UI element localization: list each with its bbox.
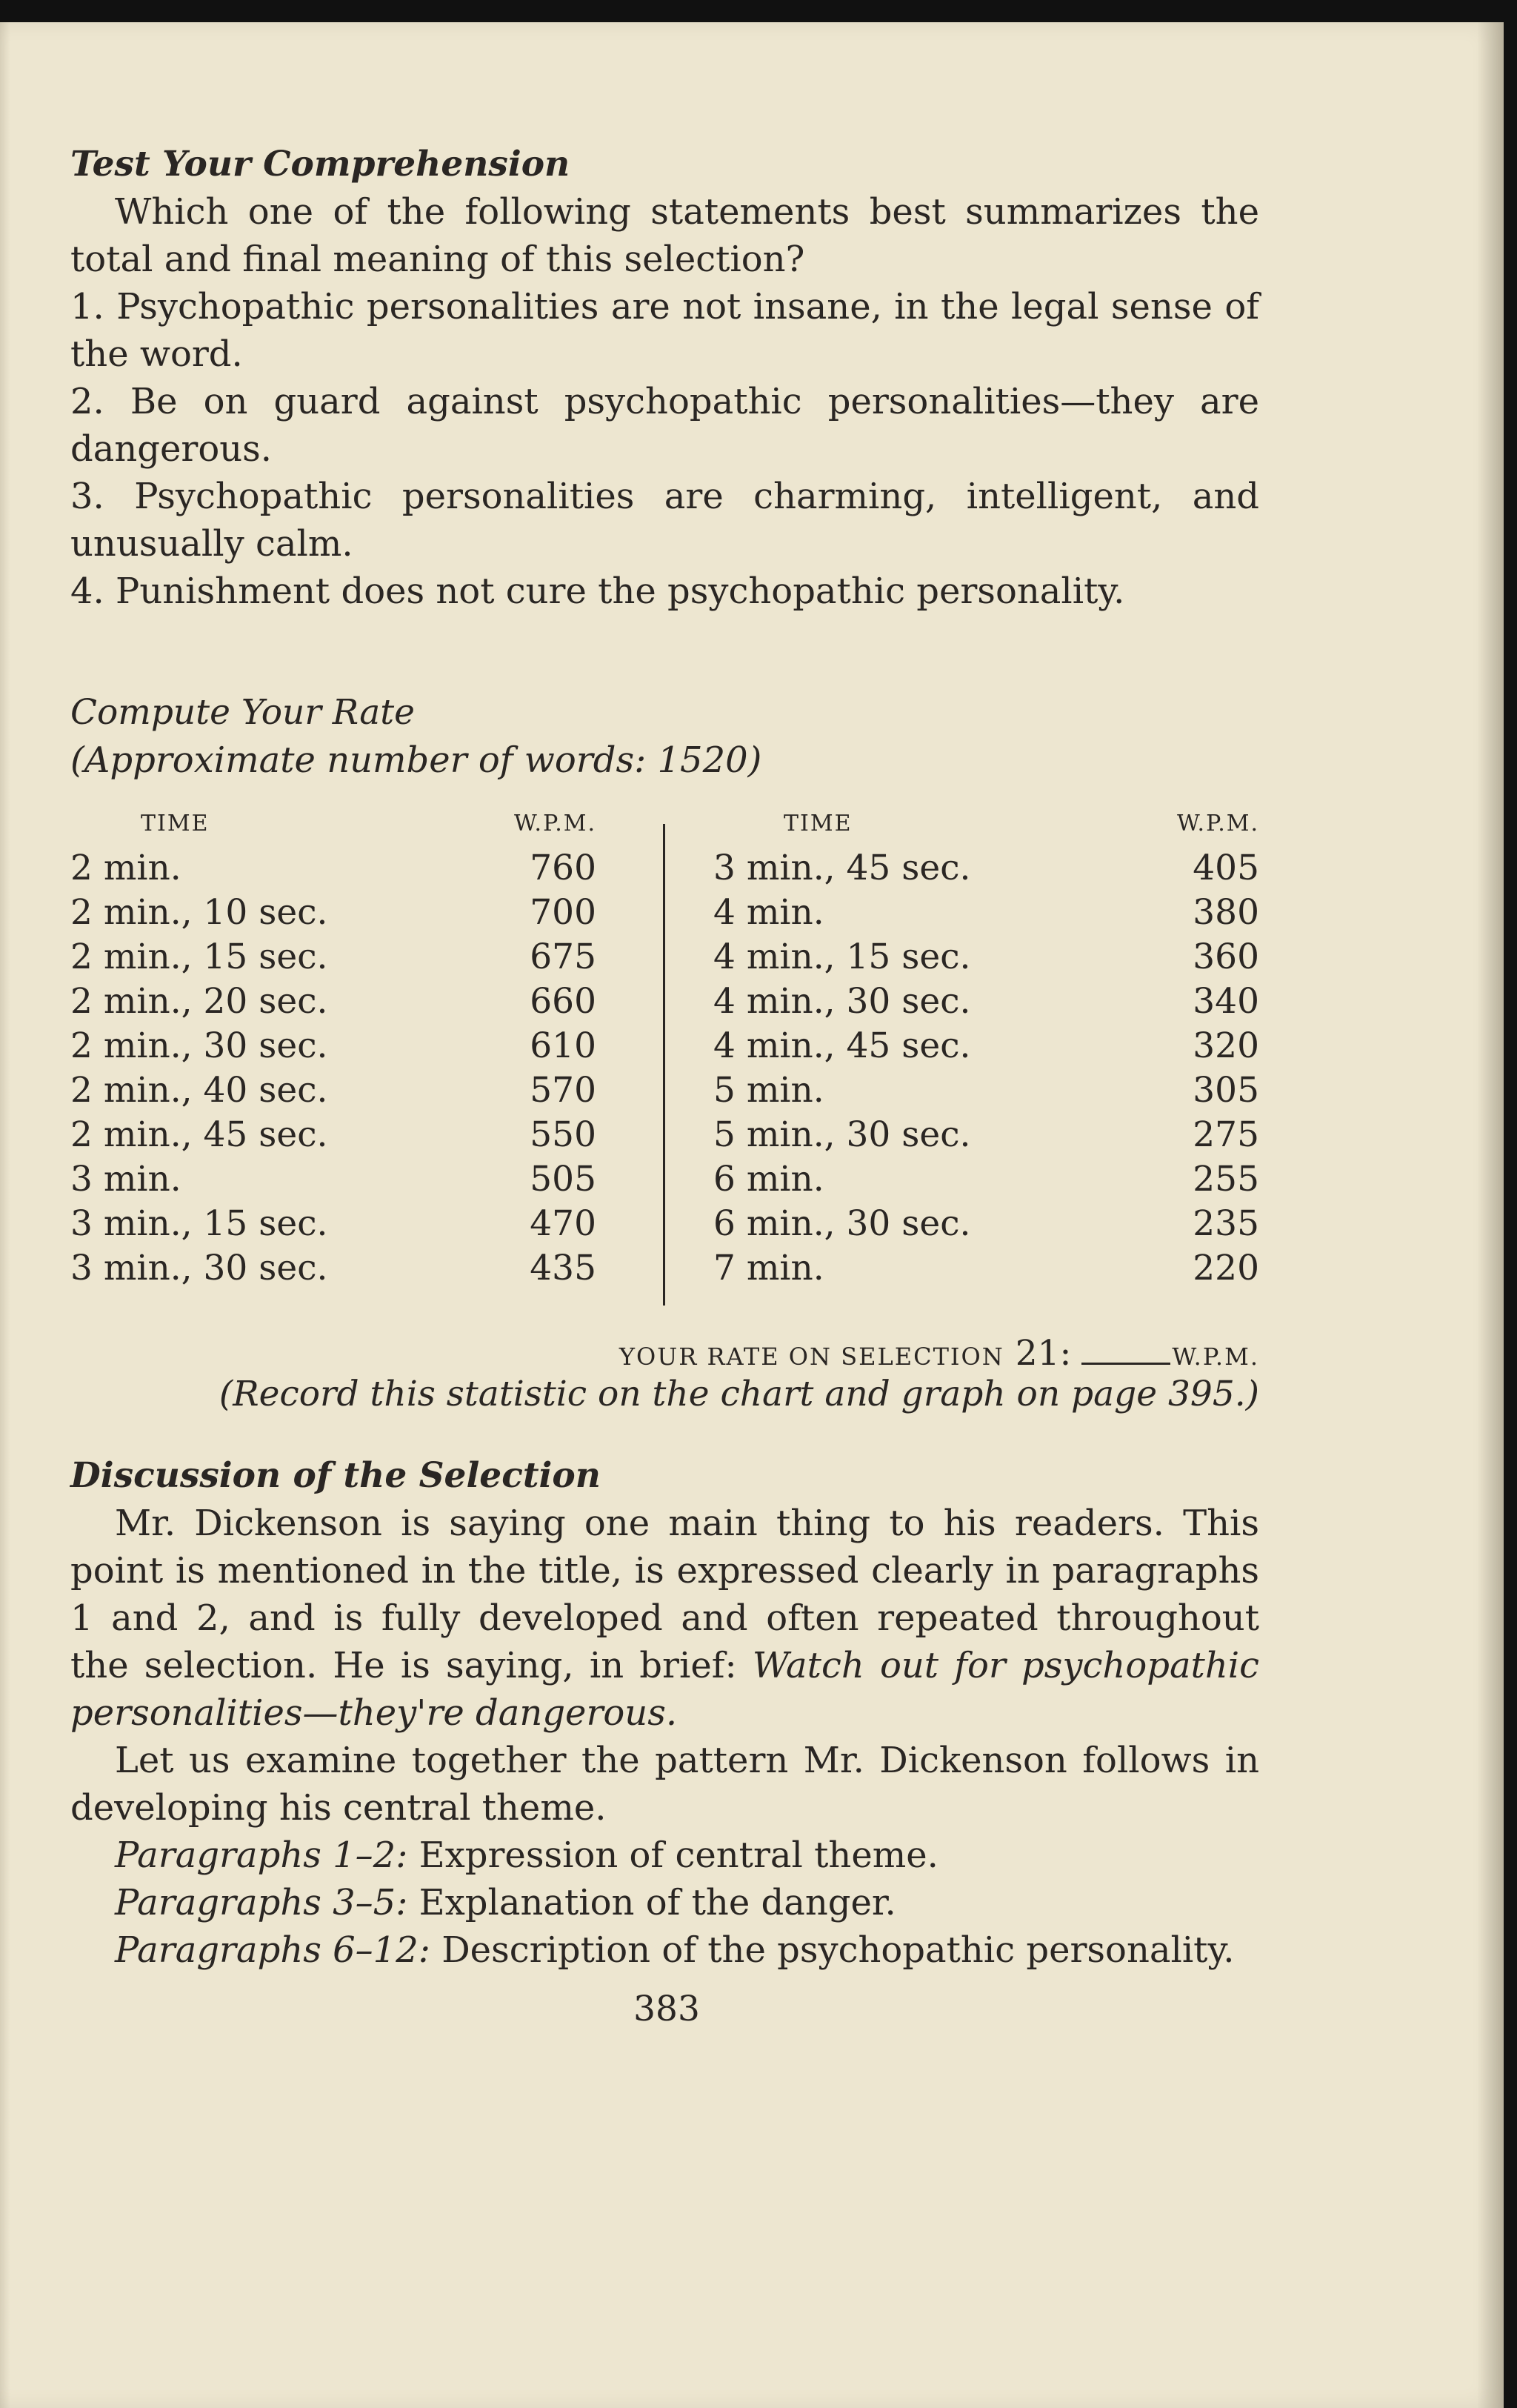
wpm-cell: 380	[1193, 892, 1259, 933]
table-row	[70, 935, 596, 980]
discussion-p1-italic: Watch out for psychopathic personalities—they're dangerous.	[70, 1645, 1259, 1734]
table-row	[713, 1068, 1259, 1113]
time-cell: 3 min., 15 sec.	[70, 1203, 328, 1244]
wpm-cell: 255	[1193, 1159, 1259, 1200]
option-2: 2. Be on guard against psychopathic personalities—they are dangerous.	[70, 381, 1259, 470]
table-row	[713, 891, 1259, 935]
rate-table	[70, 802, 1259, 1313]
comprehension-question: Which one of the following statements best summarizes the total and final meaning of this selection?	[70, 191, 1259, 280]
table-row	[70, 980, 596, 1024]
pattern-line	[70, 1832, 1259, 1879]
table-row	[713, 846, 1259, 891]
table-row	[713, 1157, 1259, 1202]
time-cell: 4 min., 30 sec.	[713, 981, 971, 1022]
wpm-header: W.P.M.	[513, 811, 596, 837]
time-cell: 2 min.	[70, 848, 181, 888]
option-3: 3. Psychopathic personalities are charming, intelligent, and unusually calm.	[70, 476, 1259, 565]
discussion-paragraph-2: Let us examine together the pattern Mr. Dickenson follows in developing his central theme.	[70, 1740, 1259, 1829]
time-cell: 2 min., 20 sec.	[70, 981, 328, 1022]
discussion-heading: Discussion of the Selection	[70, 1455, 601, 1496]
discussion-p1-text: Mr. Dickenson is saying one main thing to his readers. This point is mentioned in the title, is expressed clearly in paragraphs 1 and 2, and is fully developed and often repeated throughout the selection. He is saying, in brief:	[70, 1503, 1259, 1686]
time-cell: 5 min.	[713, 1070, 824, 1111]
table-row	[70, 846, 596, 891]
wpm-cell: 700	[530, 892, 596, 933]
table-row	[713, 935, 1259, 980]
time-cell: 4 min.	[713, 892, 824, 933]
discussion-paragraph-1	[70, 1500, 1259, 1737]
table-row	[713, 1024, 1259, 1068]
table-row	[70, 1157, 596, 1202]
page-number: 383	[633, 1989, 700, 2029]
table-row	[70, 1202, 596, 1246]
wpm-cell: 405	[1193, 848, 1259, 888]
time-cell: 6 min., 30 sec.	[713, 1203, 971, 1244]
time-cell: 3 min., 45 sec.	[713, 848, 971, 888]
option-1: 1. Psychopathic personalities are not insane, in the legal sense of the word.	[70, 286, 1259, 375]
pattern-label: Paragraphs 3–5:	[115, 1882, 408, 1923]
wpm-cell: 610	[530, 1025, 596, 1066]
rate-table-right-column	[713, 802, 1259, 1291]
table-row	[70, 1246, 596, 1291]
time-cell: 2 min., 45 sec.	[70, 1114, 328, 1155]
pattern-line	[70, 1926, 1259, 1974]
comprehension-heading: Test Your Comprehension	[70, 144, 570, 184]
table-row	[713, 1113, 1259, 1157]
discussion-section	[70, 1452, 1259, 1974]
time-cell: 2 min., 30 sec.	[70, 1025, 328, 1066]
table-row	[70, 1068, 596, 1113]
time-cell: 3 min.	[70, 1159, 181, 1200]
wpm-cell: 675	[530, 937, 596, 977]
book-page	[0, 22, 1504, 2408]
rate-subtitle: (Approximate number of words: 1520)	[70, 739, 762, 781]
table-row	[713, 980, 1259, 1024]
wpm-cell: 320	[1193, 1025, 1259, 1066]
table-header	[713, 802, 1259, 846]
comprehension-section	[70, 141, 1259, 615]
wpm-cell: 235	[1193, 1203, 1259, 1244]
wpm-cell: 275	[1193, 1114, 1259, 1155]
column-divider	[663, 824, 665, 1306]
wpm-cell: 660	[530, 981, 596, 1022]
table-row	[713, 1246, 1259, 1291]
pattern-label: Paragraphs 6–12:	[115, 1929, 430, 1971]
time-cell: 4 min., 45 sec.	[713, 1025, 971, 1066]
rate-section	[70, 689, 1259, 784]
time-cell: 6 min.	[713, 1159, 824, 1200]
wpm-header: W.P.M.	[1176, 811, 1259, 837]
pattern-text: Expression of central theme.	[407, 1835, 938, 1876]
wpm-cell: 435	[530, 1248, 596, 1288]
wpm-cell: 550	[530, 1114, 596, 1155]
time-header: TIME	[784, 811, 853, 837]
pattern-text: Explanation of the danger.	[407, 1882, 896, 1923]
time-cell: 7 min.	[713, 1248, 824, 1288]
wpm-cell: 470	[530, 1203, 596, 1244]
pattern-line	[70, 1879, 1259, 1926]
time-cell: 2 min., 10 sec.	[70, 892, 328, 933]
time-cell: 3 min., 30 sec.	[70, 1248, 328, 1288]
rate-table-left-column	[70, 802, 596, 1291]
your-rate-label: YOUR RATE ON SELECTION	[619, 1343, 1004, 1371]
wpm-cell: 305	[1193, 1070, 1259, 1111]
table-row	[70, 1113, 596, 1157]
option-4: 4. Punishment does not cure the psychopathic personality.	[70, 571, 1125, 612]
time-cell: 2 min., 15 sec.	[70, 937, 328, 977]
selection-number: 21:	[1015, 1333, 1072, 1374]
table-row	[713, 1202, 1259, 1246]
rate-blank-field[interactable]	[1081, 1340, 1170, 1365]
time-cell: 4 min., 15 sec.	[713, 937, 971, 977]
time-cell: 2 min., 40 sec.	[70, 1070, 328, 1111]
pattern-text: Description of the psychopathic personality.	[430, 1929, 1235, 1971]
time-header: TIME	[141, 811, 210, 837]
wpm-suffix: W.P.M.	[1172, 1343, 1259, 1371]
table-row	[70, 891, 596, 935]
wpm-cell: 360	[1193, 937, 1259, 977]
wpm-cell: 505	[530, 1159, 596, 1200]
wpm-cell: 220	[1193, 1248, 1259, 1288]
rate-heading: Compute Your Rate	[70, 692, 415, 733]
wpm-cell: 570	[530, 1070, 596, 1111]
record-note: (Record this statistic on the chart and graph on page 395.)	[219, 1374, 1259, 1414]
wpm-cell: 340	[1193, 981, 1259, 1022]
table-row	[70, 1024, 596, 1068]
pattern-label: Paragraphs 1–2:	[115, 1835, 408, 1876]
wpm-cell: 760	[530, 848, 596, 888]
time-cell: 5 min., 30 sec.	[713, 1114, 971, 1155]
table-header	[70, 802, 596, 846]
